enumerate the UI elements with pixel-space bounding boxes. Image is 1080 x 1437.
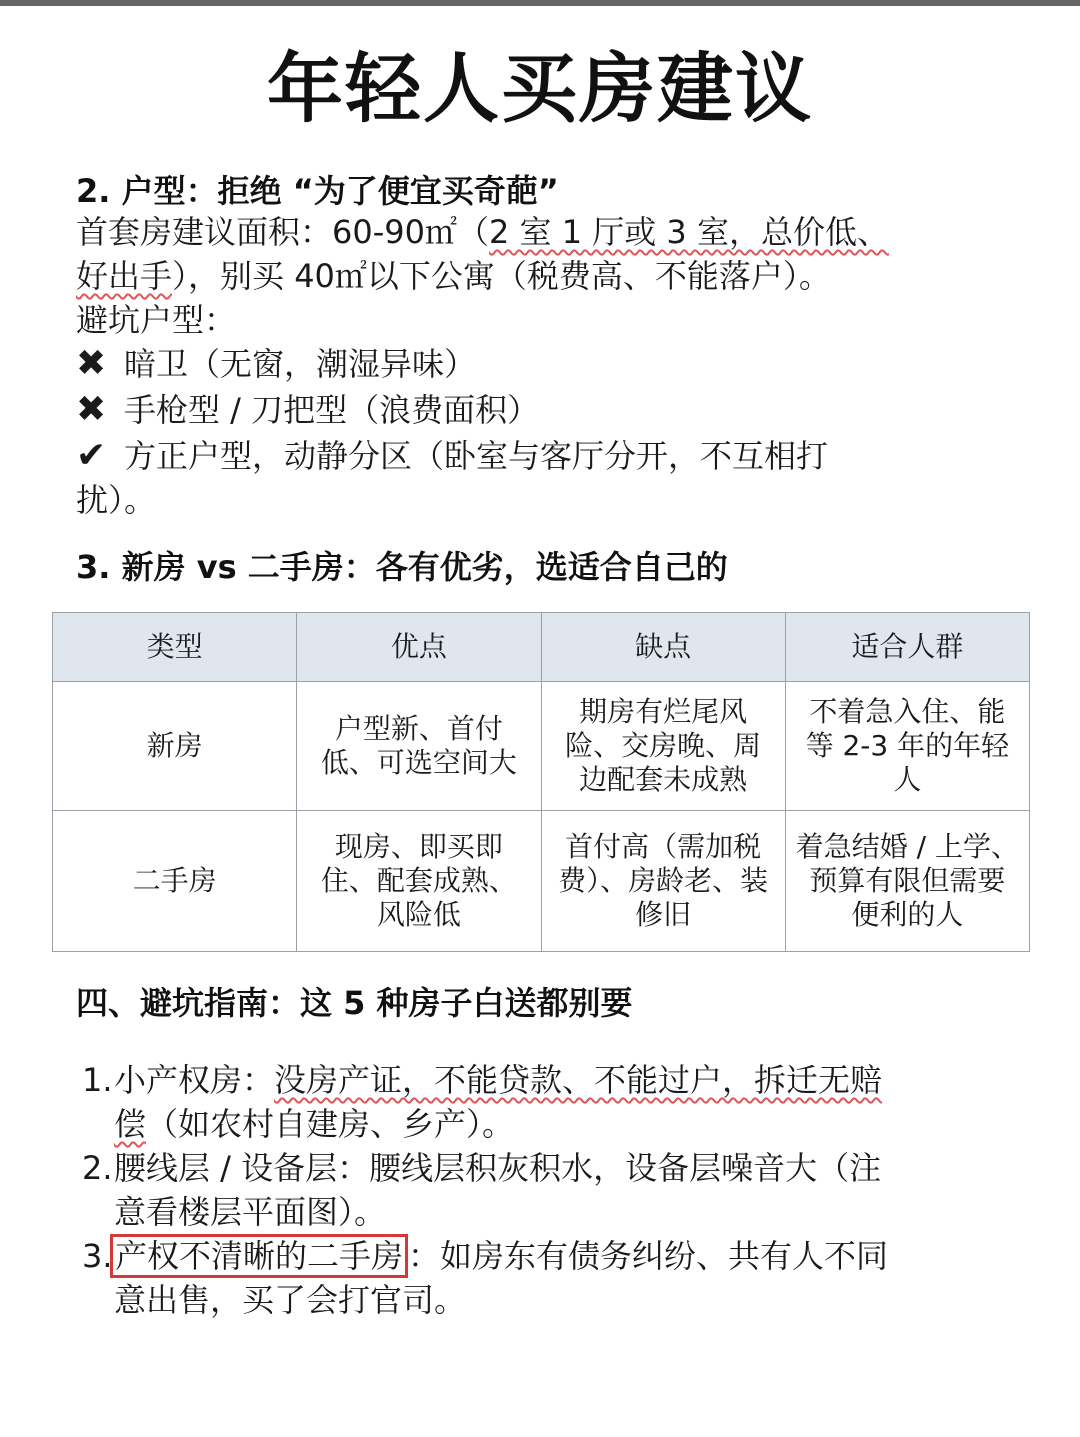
table-header-row [53, 613, 1030, 682]
area-suggestion-line2 [76, 254, 831, 298]
list-item [60, 1234, 1020, 1322]
page-title: 年轻人买房建议 [267, 44, 813, 133]
item-label: 小产权房： [114, 1061, 275, 1099]
area-text-2: ），别买 40㎡以下公寓（税费高、不能落户）。 [172, 257, 831, 295]
section4-heading: 四、避坑指南：这 5 种房子白送都别要 [76, 984, 633, 1022]
table-header-cell: 适合人群 [785, 613, 1029, 682]
cross-icon: ✖ [76, 389, 107, 430]
good-layout-1-text: 方正户型，动静分区（卧室与客厅分开，不互相打 [124, 437, 829, 475]
item-text-2: 意出售，买了会打官司。 [114, 1281, 467, 1319]
top-divider [0, 0, 1080, 6]
item-wavy-text: 没房产证，不能贷款、不能过户，拆迁无赔 [274, 1061, 883, 1099]
section2-heading: 2. 户型：拒绝 “为了便宜买奇葩” [76, 172, 559, 210]
area-text: 首套房建议面积：60-90㎡（ [76, 213, 489, 251]
area-suggestion-line1 [76, 210, 889, 254]
item-wavy-text-2: 偿 [114, 1105, 147, 1143]
item-text: ：如房东有债务纠纷、共有人不同 [408, 1237, 889, 1275]
list-item [60, 1146, 1020, 1234]
item-text-2: （如农村自建房、乡产）。 [146, 1105, 515, 1143]
table-cell: 不着急入住、能等 2-3 年的年轻人 [785, 682, 1029, 811]
table-header-cell: 优点 [297, 613, 541, 682]
good-layout-1-cont: 扰）。 [76, 481, 157, 519]
good-layout-1 [76, 434, 828, 478]
item-text-2: 意看楼层平面图）。 [114, 1193, 387, 1231]
comparison-table [52, 612, 1030, 952]
table-cell: 户型新、首付低、可选空间大 [297, 682, 541, 811]
table-cell: 期房有烂尾风险、交房晚、周边配套未成熟 [541, 682, 785, 811]
table-header-cell: 类型 [53, 613, 297, 682]
avoid-layout-label: 避坑户型： [76, 301, 237, 339]
table-cell: 着急结婚 / 上学、预算有限但需要便利的人 [785, 811, 1029, 952]
table-cell: 二手房 [53, 811, 297, 952]
area-wavy-text: 2 室 1 厅或 3 室，总价低、 [489, 213, 889, 251]
list-number: 1. [82, 1061, 113, 1099]
table-cell: 首付高（需加税费）、房龄老、装修旧 [541, 811, 785, 952]
bad-layout-1 [76, 342, 476, 386]
list-number: 3. [82, 1237, 113, 1275]
table-cell: 现房、即买即住、配套成熟、风险低 [297, 811, 541, 952]
table-cell: 新房 [53, 682, 297, 811]
area-wavy-text-2: 好出手 [76, 257, 173, 295]
section3-heading: 3. 新房 vs 二手房：各有优劣，选适合自己的 [76, 548, 728, 586]
list-item [60, 1058, 1020, 1146]
item-text: 腰线层 / 设备层：腰线层积灰积水，设备层噪音大（注 [114, 1149, 882, 1187]
bad-layout-1-text: 暗卫（无窗，潮湿异味） [124, 345, 477, 383]
highlight-box: 产权不清晰的二手房 [110, 1234, 408, 1278]
table-row [53, 682, 1030, 811]
bad-layout-2-text: 手枪型 / 刀把型（浪费面积） [124, 391, 540, 429]
cross-icon: ✖ [76, 343, 107, 384]
check-icon: ✔ [76, 435, 107, 476]
table-header-cell: 缺点 [541, 613, 785, 682]
list-number: 2. [82, 1149, 113, 1187]
bad-layout-2 [76, 388, 539, 432]
table-row [53, 811, 1030, 952]
